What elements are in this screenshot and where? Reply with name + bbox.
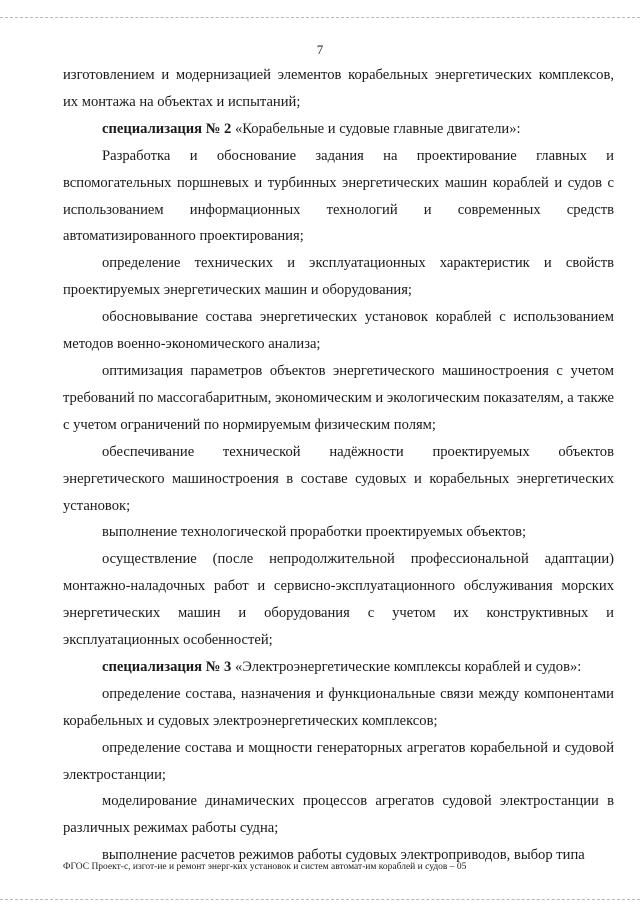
paragraph: выполнение расчетов режимов работы судовых электроприводов, выбор типа <box>102 847 585 864</box>
paragraph: определение состава и мощности генераторных агрегатов корабельной и судовой электростанции; <box>63 739 614 783</box>
scan-edge-top <box>0 17 640 18</box>
paragraph-specialization-3: специализация № 3 «Электроэнергетические комплексы кораблей и судов»: <box>102 658 582 675</box>
paragraph: выполнение технологической проработки проектируемых объектов; <box>102 524 527 541</box>
paragraph: оптимизация параметров объектов энергетического машиностроения с учетом требований по массогабаритным, экономическим и экологическим показателям, а также с учетом ограничений по нормируемым физическим полям; <box>63 362 614 433</box>
page-number: 7 <box>316 42 324 57</box>
paragraph: обеспечивание технической надёжности проектируемых объектов энергетического машиностроения в составе судовых и корабельных энергетических установок; <box>63 443 614 514</box>
page-footer: ФГОС Проект-с, изгот-ие и ремонт энерг-ких установок и систем автомат-им кораблей и судов – 05 <box>63 862 467 872</box>
paragraph-specialization-2: специализация № 2 «Корабельные и судовые главные двигатели»: <box>102 120 521 137</box>
paragraph: осуществление (после непродолжительной профессиональной адаптации) монтажно-наладочных работ и сервисно-эксплуатационного обслуживания морских энергетических машин и оборудования с учетом их конструктивных и эксплуатационных особенностей; <box>63 551 614 649</box>
specialization-label: специализация № 3 <box>102 658 232 675</box>
paragraph: изготовлением и модернизацией элементов корабельных энергетических комплексов, их монтажа на объектах и испытаний; <box>63 67 614 110</box>
paragraph: определение состава, назначения и функциональные связи между компонентами корабельных и судовых электроэнергетических комплексов; <box>63 685 614 729</box>
paragraph: определение технических и эксплуатационных характеристик и свойств проектируемых энергетических машин и оборудования; <box>63 255 614 299</box>
paragraph: моделирование динамических процессов агрегатов судовой электростанции в различных режимах работы судна; <box>63 793 614 837</box>
specialization-label: специализация № 2 <box>102 120 232 137</box>
scan-edge-bottom <box>0 899 640 900</box>
paragraph: Разработка и обоснование задания на проектирование главных и вспомогательных поршневых и турбинных энергетических машин кораблей и судов с использованием информационных технологий и современных средств автоматизированного проектирования; <box>63 147 614 245</box>
paragraph: обосновывание состава энергетических установок кораблей с использованием методов военно-экономического анализа; <box>63 309 614 353</box>
body-text <box>63 62 614 869</box>
